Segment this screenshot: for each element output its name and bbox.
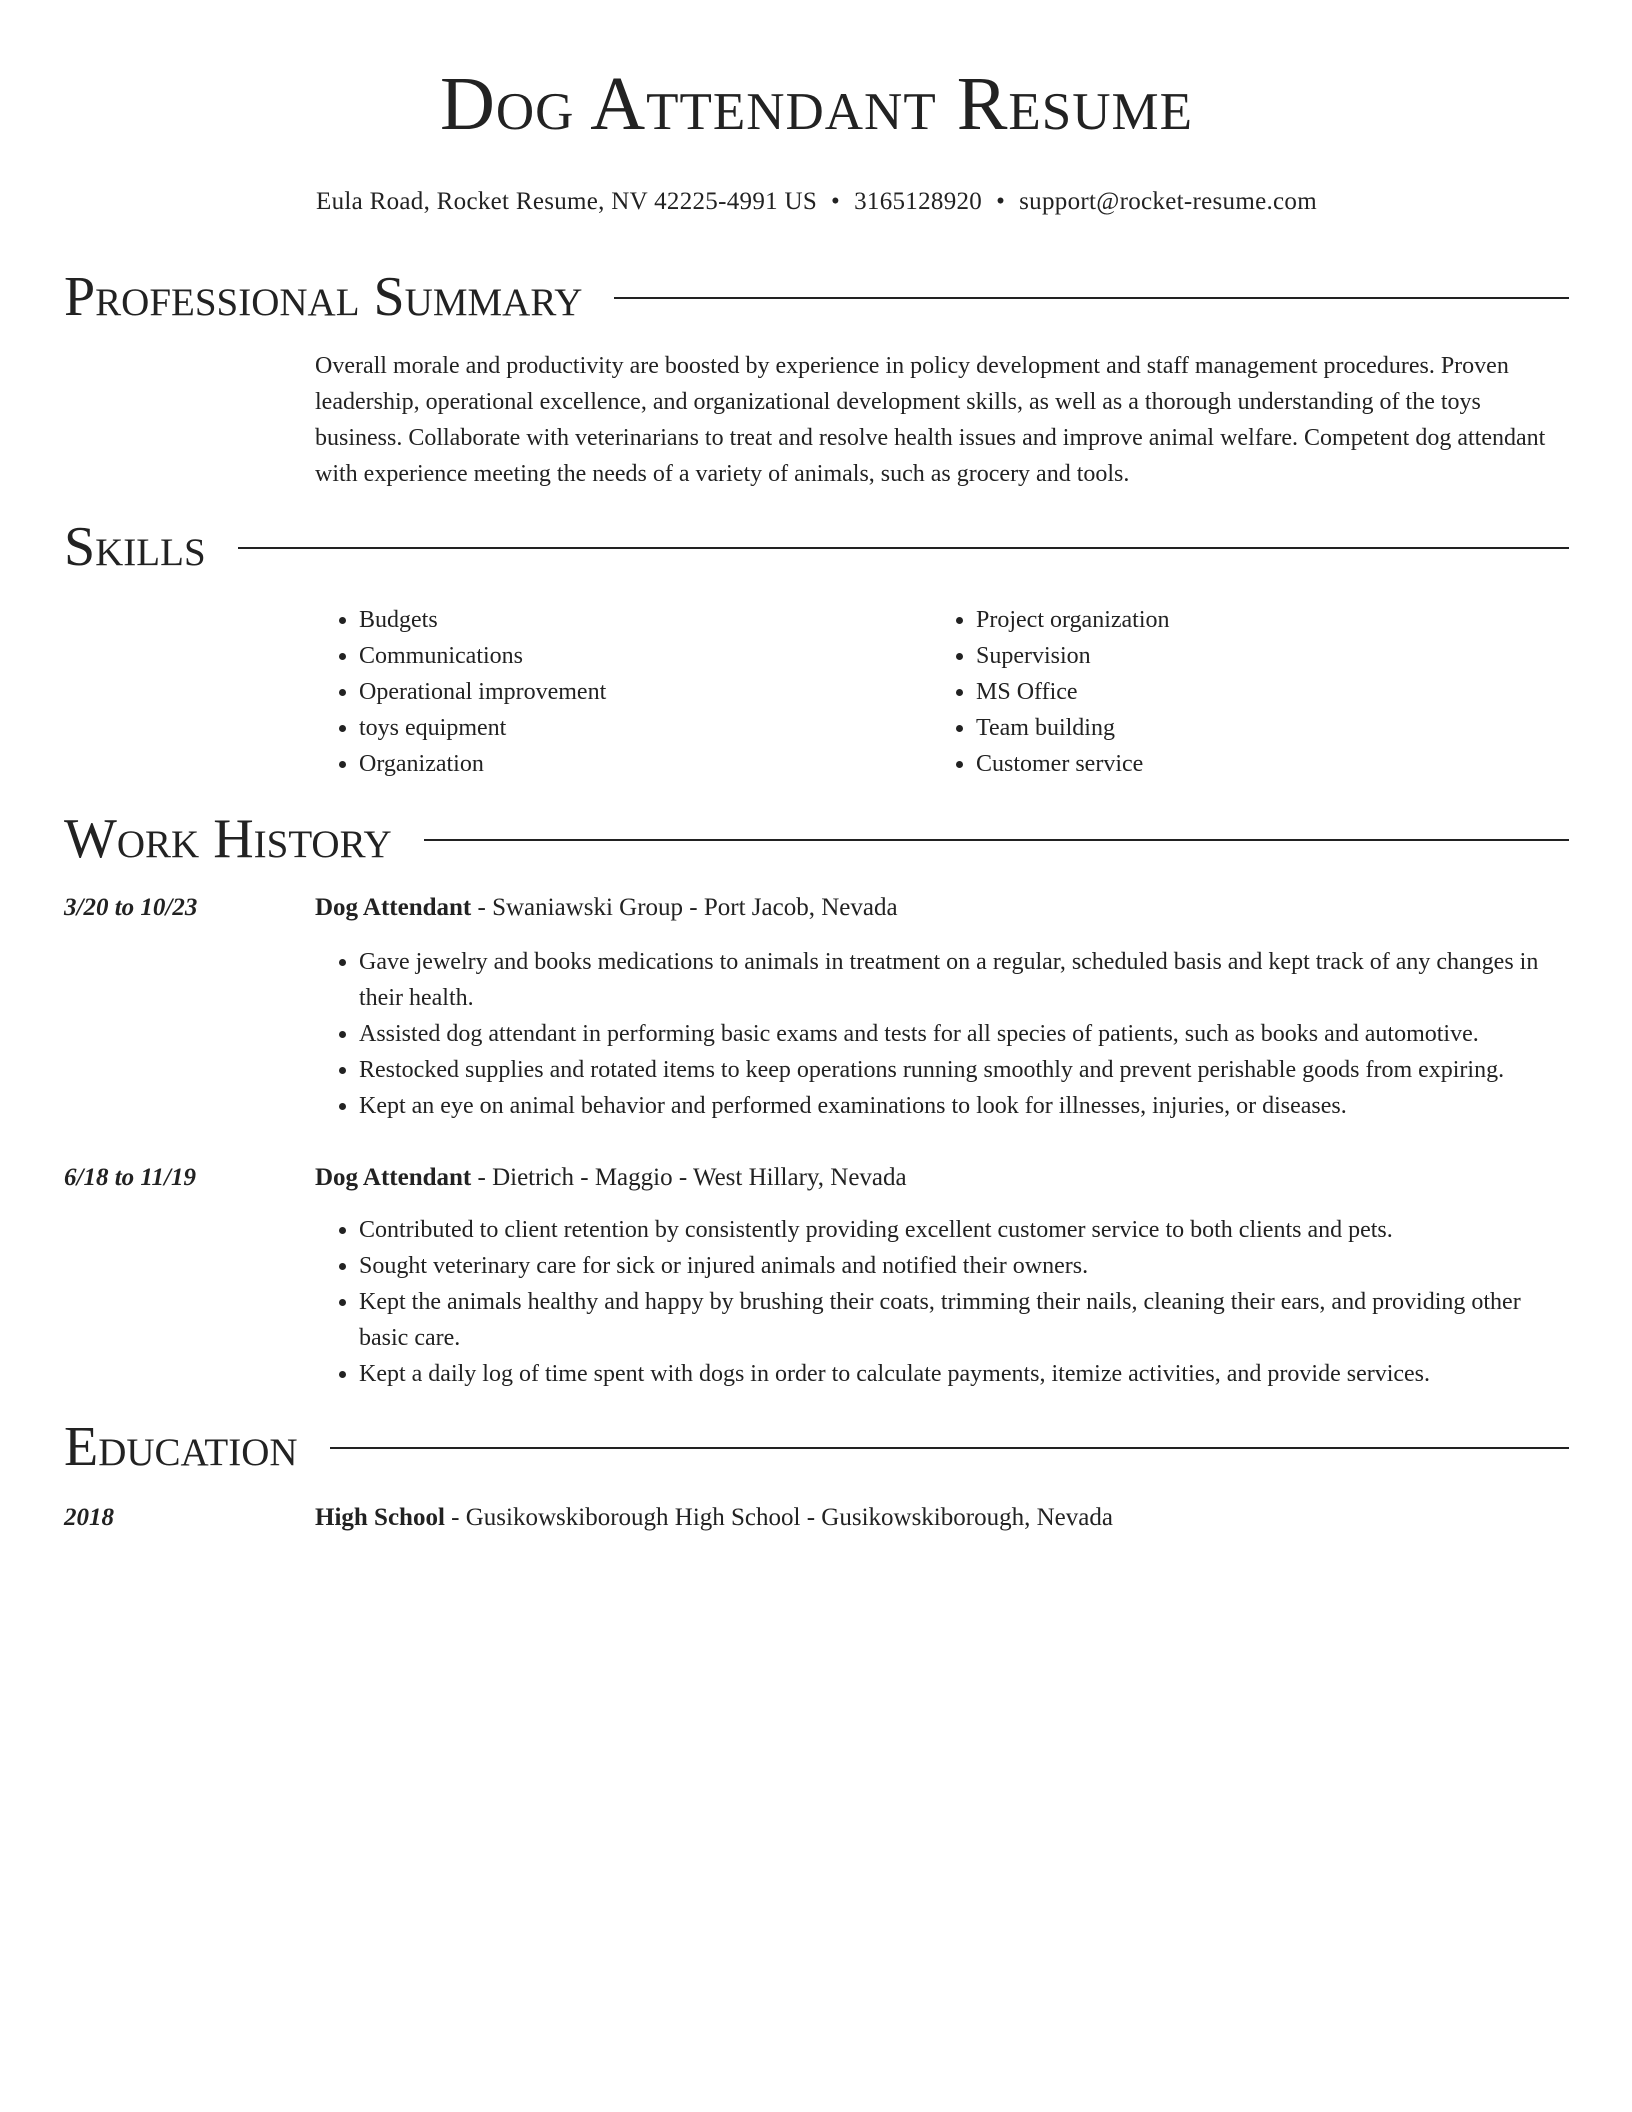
skill-item: • Operational improvement [359,674,932,710]
skills-column-left [315,602,932,782]
skills-heading: Skills [64,516,206,578]
job-details: - Swaniawski Group - Port Jacob, Nevada [471,894,898,921]
job-dates: 6/18 to 11/19 [64,1164,196,1191]
job-bullets [315,1212,1569,1392]
job-dates: 3/20 to 10/23 [64,894,198,921]
skills-column-right [932,602,1549,782]
skills-section-header [64,512,1569,582]
section-divider [424,839,1569,841]
job-role-line [315,1160,907,1196]
contact-phone: 3165128920 [854,188,983,215]
contact-line [64,186,1569,218]
skill-item: • MS Office [976,674,1549,710]
job-bullet: • Kept a daily log of time spent with dogs in order to calculate payments, itemize activities, and provide services. [359,1356,1569,1392]
job-bullet: • Assisted dog attendant in performing basic exams and tests for all species of patients, such as books and automotive. [359,1016,1569,1052]
education-line [315,1500,1113,1536]
job-bullet: • Restocked supplies and rotated items to keep operations running smoothly and prevent perishable goods from expiring. [359,1052,1569,1088]
job-bullet: • Contributed to client retention by consistently providing excellent customer service to both clients and pets. [359,1212,1569,1248]
job-title: Dog Attendant [315,1164,472,1191]
skills-list [315,602,1569,782]
skill-item: • Organization [359,746,932,782]
page-title: Dog Attendant Resume [439,62,1194,146]
work-section-header [64,804,1569,874]
job-bullet-list [315,944,1569,1124]
job-bullet: • Gave jewelry and books medications to animals in treatment on a regular, scheduled basis and kept track of any changes in their health. [359,944,1569,1016]
education-degree: High School [315,1504,445,1531]
education-heading: Education [64,1416,298,1478]
job-bullet: • Sought veterinary care for sick or injured animals and notified their owners. [359,1248,1569,1284]
skill-item: • Project organization [976,602,1549,638]
job-bullet: • Kept the animals healthy and happy by brushing their coats, trimming their nails, cleaning their ears, and providing other basic care. [359,1284,1569,1356]
job-bullet-list [315,1212,1569,1392]
job-bullets [315,944,1569,1124]
job-entry [64,890,1569,926]
job-entry [64,1160,1569,1196]
education-entry [64,1500,1569,1536]
resume-page [64,0,1569,1536]
summary-text: Overall morale and productivity are boosted by experience in policy development and staff management procedures. Proven leadership, operational excellence, and organizational development skills, as well as a thorough understanding of the toys business. Collaborate with veterinarians to treat and resolve health issues and improve animal welfare. Competent dog attendant with experience meeting the needs of a variety of animals, such as grocery and tools. [315,353,1546,487]
skill-item: • Team building [976,710,1549,746]
summary-heading: Professional Summary [64,266,583,328]
job-bullet: • Kept an eye on animal behavior and performed examinations to look for illnesses, injuries, or diseases. [359,1088,1569,1124]
job-role-line [315,890,898,926]
summary-section-header [64,262,1569,332]
education-details: - Gusikowskiborough High School - Gusikowskiborough, Nevada [444,1504,1113,1531]
skill-item: • Budgets [359,602,932,638]
separator-icon: • [831,188,841,215]
skill-item: • Communications [359,638,932,674]
skill-item: • toys equipment [359,710,932,746]
section-divider [238,547,1569,549]
skill-item: • Customer service [976,746,1549,782]
job-title: Dog Attendant [315,894,472,921]
education-section-header [64,1412,1569,1482]
education-year: 2018 [64,1504,114,1531]
skill-item: • Supervision [976,638,1549,674]
summary-body [315,348,1569,492]
section-divider [330,1447,1569,1449]
separator-icon: • [996,188,1006,215]
job-details: - Dietrich - Maggio - West Hillary, Nevada [471,1164,907,1191]
contact-email: support@rocket-resume.com [1019,188,1317,215]
work-heading: Work History [64,808,392,870]
contact-address: Eula Road, Rocket Resume, NV 42225-4991 US [316,188,818,215]
section-divider [614,297,1569,299]
